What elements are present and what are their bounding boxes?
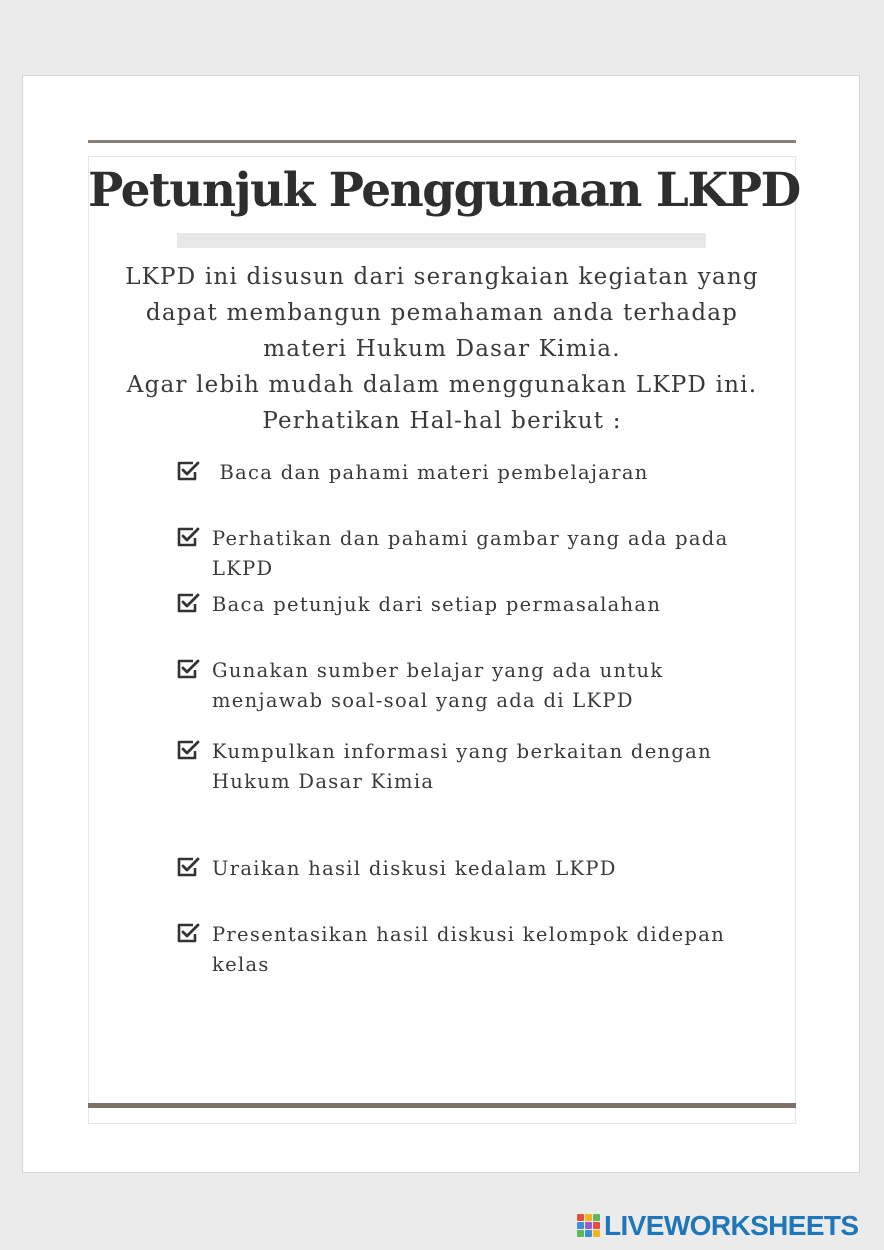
liveworksheets-brand[interactable] [576,1208,859,1244]
bottom-divider [88,1103,796,1108]
intro-line: dapat membangun pemahaman anda terhadap [145,300,739,326]
intro-line: Perhatikan Hal-hal berikut : [262,408,622,434]
checklist-item-text: Gunakan sumber belajar yang ada untuk menjawab soal-soal yang ada di LKPD [212,659,664,712]
page-title: Petunjuk Penggunaan LKPD [88,163,800,218]
checklist-item-text: Baca dan pahami materi pembelajaran [212,461,649,484]
checkbox-checked-icon [176,658,200,680]
checkbox-checked-icon [176,922,200,944]
checkbox-checked-icon [176,526,200,548]
checkbox-checked-icon [176,460,200,482]
checklist-item-text: Uraikan hasil diskusi kedalam LKPD [212,857,617,880]
intro-line: materi Hukum Dasar Kimia. [263,336,621,362]
intro-line: LKPD ini disusun dari serangkaian kegiatan yang [125,264,759,290]
checklist-item-text: Presentasikan hasil diskusi kelompok didepan kelas [212,923,726,976]
checklist-item-text: Kumpulkan informasi yang berkaitan dengan Hukum Dasar Kimia [212,740,712,793]
checkbox-checked-icon [176,856,200,878]
checklist-item-text: Perhatikan dan pahami gambar yang ada pada LKPD [212,527,729,580]
brand-name: LIVEWORKSHEETS [604,1210,859,1241]
liveworksheets-logo-icon [576,1212,602,1240]
intro-paragraph [96,259,788,439]
checkbox-checked-icon [176,592,200,614]
top-divider [88,140,796,143]
checkbox-checked-icon [176,739,200,761]
title-underline-bar [177,233,706,248]
intro-line: Agar lebih mudah dalam menggunakan LKPD ini. [126,372,758,398]
checklist-item-text: Baca petunjuk dari setiap permasalahan [212,593,662,616]
